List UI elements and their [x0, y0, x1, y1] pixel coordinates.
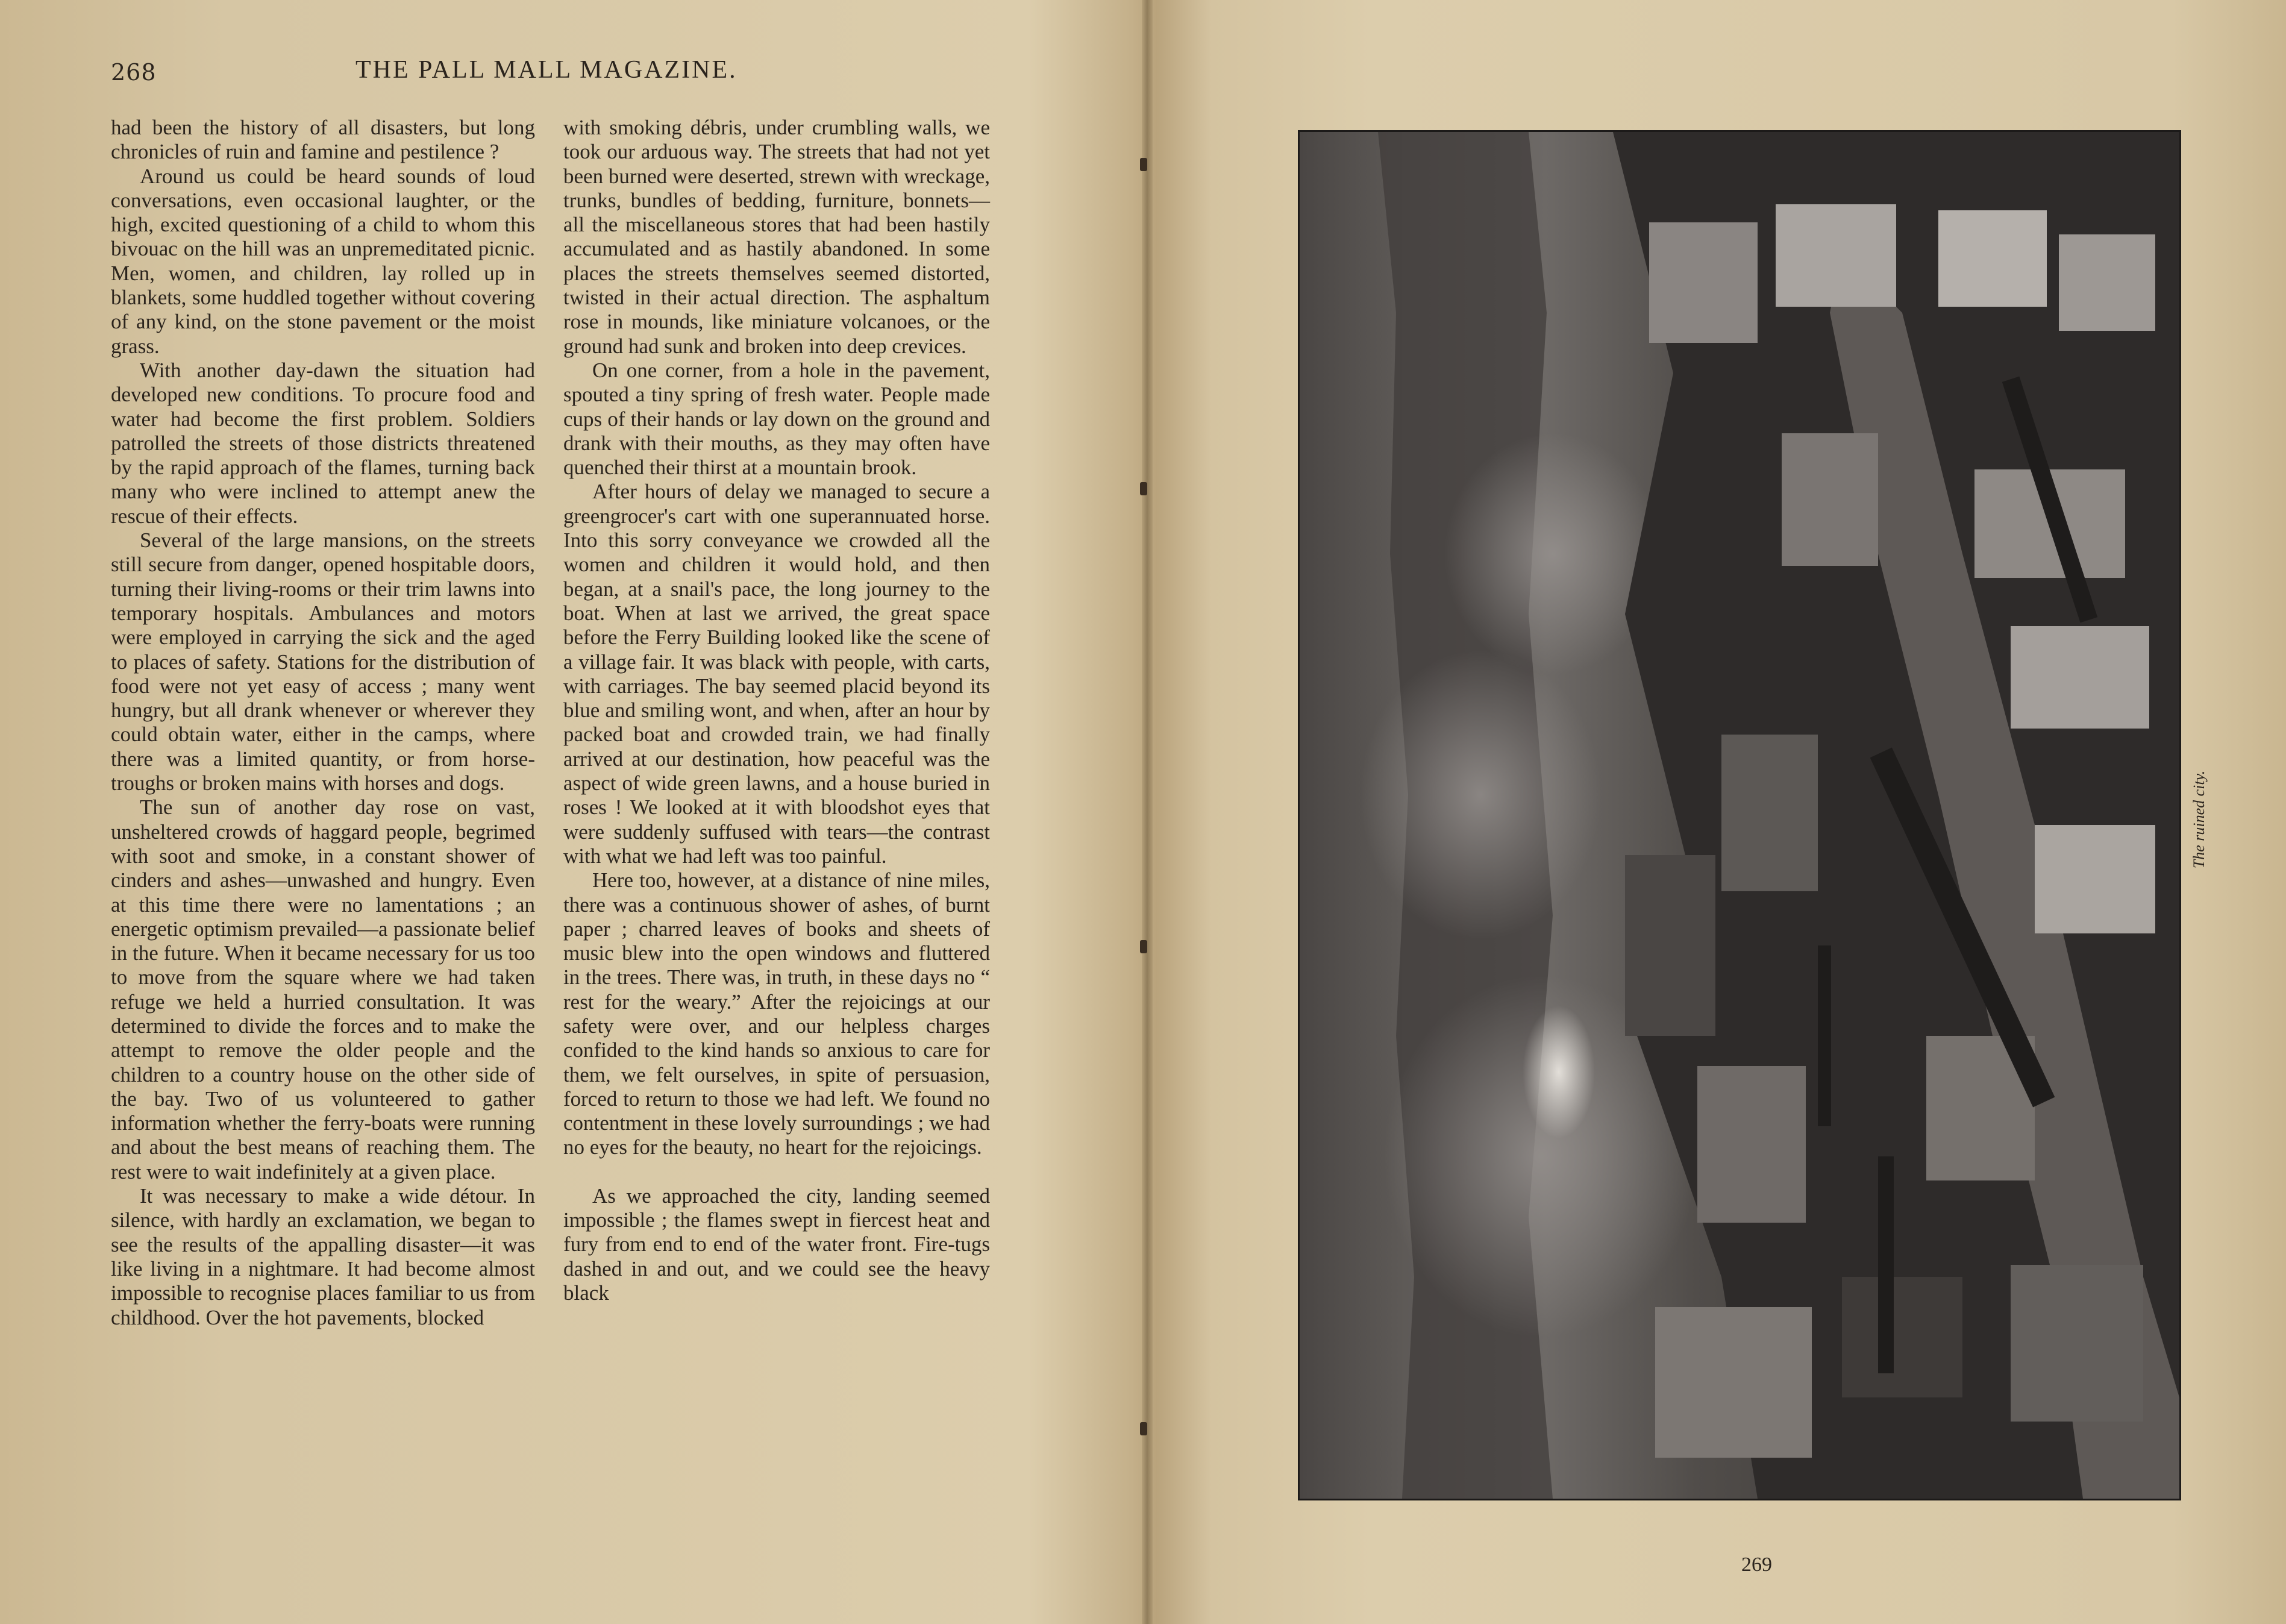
binding-thread	[1140, 1422, 1147, 1435]
body-paragraph: With another day-dawn the situation had developed new conditions. To procure food and water had become the first problem. Soldiers patrolled the streets of those districts threatened by the rapid approach of the flames, turning back many who were inclined to attempt anew the rescue of their effects.	[111, 358, 535, 528]
running-head: THE PALL MALL MAGAZINE.	[355, 56, 737, 84]
plate-caption: The ruined city.	[2190, 770, 2208, 869]
body-paragraph: On one corner, from a hole in the pavement, spouted a tiny spring of fresh water. People made cups of their hands or lay down on the ground and drank with their mouths, as they may often have quenched their thirst at a mountain brook.	[563, 358, 990, 480]
page-number-right: 269	[1741, 1553, 1772, 1576]
body-paragraph: Here too, however, at a distance of nine miles, there was a continuous shower of ashes, of burnt paper ; charred leaves of books and sheets of music blew into the open windows and fluttered in the trees. There was, in truth, in these days no “ rest for the weary.” After the rejoicings at our safety were over, and our helpless charges confided to the kind hands so anxious to care for them, we felt ourselves, in spite of persuasion, forced to return to those we had left. We found no contentment in these lovely surroundings ; we had no eyes for the beauty, no heart for the rejoicings.	[563, 868, 990, 1159]
binding-thread	[1140, 158, 1147, 171]
body-paragraph: After hours of delay we managed to secure a greengrocer's cart with one superannuated horse. Into this sorry conveyance we crowded all the women and children it would hold, and then began, at a snail's pace, the long journey to the boat. When at last we arrived, the great space before the Ferry Building looked like the scene of a village fair. It was black with people, with carts, with carriages. The bay seemed placid beyond its blue and smiling wont, and when, after an hour by packed boat and crowded train, we had finally arrived at our destination, how peaceful was the aspect of wide green lawns, and a house buried in roses ! We looked at it with bloodshot eyes that were suddenly suffused with tears—the contrast with what we had left was too painful.	[563, 480, 990, 868]
binding-thread	[1140, 482, 1147, 495]
text-column-1	[111, 116, 535, 1330]
page-number-left: 268	[111, 59, 157, 86]
body-paragraph: It was necessary to make a wide détour. In silence, with hardly an exclamation, we began to see the results of the appalling disaster—it was like living in a nightmare. It had become almost impossible to recognise places familiar to us from childhood. Over the hot pavements, blocked	[111, 1184, 535, 1329]
body-paragraph: Around us could be heard sounds of loud conversations, even occasional laughter, or the high, excited questioning of a child to whom this bivouac on the hill was an unpremeditated picnic. Men, women, and children, lay rolled up in blankets, some huddled together without covering of any kind, on the stone pavement or the moist grass.	[111, 164, 535, 358]
left-page	[0, 0, 1142, 1624]
book-gutter	[1142, 0, 1153, 1624]
body-paragraph: Several of the large mansions, on the streets still secure from danger, opened hospitable doors, turning their living-rooms or their trim lawns into temporary hospitals. Ambulances and motors were employed in carrying the sick and the aged to places of safety. Stations for the distribution of food were not yet easy of access ; many went hungry, but all drank whenever or wherever they could obtain water, either in the camps, where there was a limited quantity, or from horse-troughs or broken mains with horses and dogs.	[111, 528, 535, 795]
body-paragraph: The sun of another day rose on vast, unsheltered crowds of haggard people, begrimed with soot and smoke, in a constant shower of cinders and ashes—unwashed and hungry. Even at this time there were no lamentations ; an energetic optimism prevailed—a passionate belief in the future. When it became necessary for us too to move from the square where we had taken refuge we held a hurried consultation. It was determined to divide the forces and to make the attempt to remove the older people and the children to a country house on the other side of the bay. Two of us volunteered to gather information whether the ferry-boats were running and about the best means of reaching them. The rest were to wait indefinitely at a given place.	[111, 795, 535, 1184]
body-paragraph: with smoking débris, under crumbling walls, we took our arduous way. The streets that had not yet been burned were deserted, strewn with wreckage, trunks, bundles of bedding, furniture, bonnets—all the miscellaneous stores that had been hastily accumulated and as hastily abandoned. In some places the streets themselves seemed distorted, twisted in their actual direction. The asphaltum rose in mounds, like miniature volcanoes, or the ground had sunk and broken into deep crevices.	[563, 116, 990, 358]
ruined-city-photograph	[1298, 130, 2181, 1500]
binding-thread	[1140, 940, 1147, 953]
body-paragraph: As we approached the city, landing seemed impossible ; the flames swept in fiercest heat and fury from end to end of the water front. Fire-tugs dashed in and out, and we could see the heavy black	[563, 1184, 990, 1305]
text-column-2	[563, 116, 990, 1305]
body-paragraph: had been the history of all disasters, but long chronicles of ruin and famine and pestilence ?	[111, 116, 535, 164]
photograph-image	[1300, 132, 2179, 1499]
